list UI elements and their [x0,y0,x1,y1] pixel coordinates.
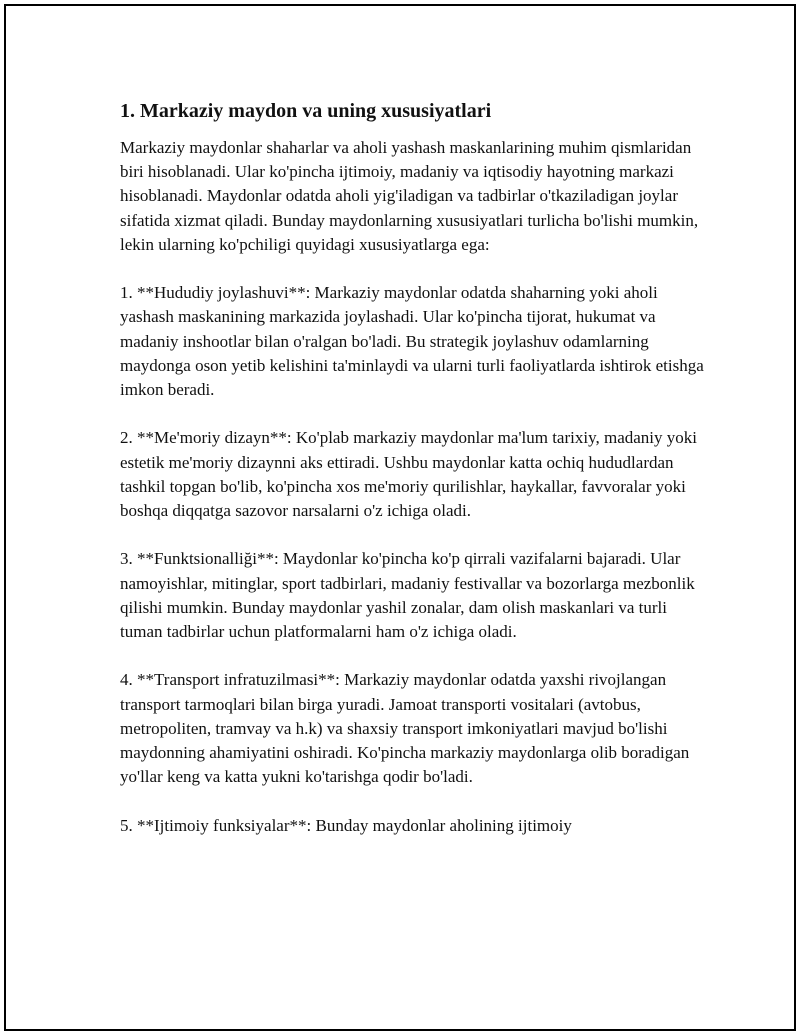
page-frame [4,4,796,1031]
list-item-social-functions: 5. **Ijtimoiy funksiyalar**: Bunday maydonlar aholining ijtimoiy [120,815,572,835]
section-heading: 1. Markaziy maydon va uning xususiyatlari [120,100,492,122]
list-item-architecture: 2. **Me'moriy dizayn**: Ko'plab markaziy maydonlar ma'lum tarixiy, madaniy yoki estetik me'moriy dizaynni aks ettiradi. Ushbu maydonlar katta ochiq hududlardan tashkil topgan bo'lib, ko'pincha xos me'moriy qurilishlar, haykallar, favvoralar yoki boshqa diqqatga sazovor narsalarni o'z ichiga oladi. [120,428,697,521]
intro-paragraph: Markaziy maydonlar shaharlar va aholi yashash maskanlarining muhim qismlaridan biri hisoblanadi. Ular ko'pincha ijtimoiy, madaniy va iqtisodiy hayotning markazi hisoblanadi. Maydonlar odatda aholi yig'iladigan va tadbirlar o'tkaziladigan joylar sifatida xizmat qiladi. Bunday maydonlarning xususiyatlari turlicha bo'lishi mumkin, lekin ularning ko'pchiligi quyidagi xususiyatlarga ega: [120,138,699,254]
list-item-transport: 4. **Transport infratuzilmasi**: Markaziy maydonlar odatda yaxshi rivojlangan transport tarmoqlari bilan birga yuradi. Jamoat transporti vositalari (avtobus, metropoliten, tramvay va h.k) va shaxsiy transport imkoniyatlari mavjud bo'lishi maydonning ahamiyatini oshiradi. Ko'pincha markaziy maydonlarga olib boradigan yo'llar keng va katta yukni ko'tarishga qodir bo'ladi. [120,670,690,787]
list-item-location: 1. **Hududiy joylashuvi**: Markaziy maydonlar odatda shaharning yoki aholi yashash maskanining markazida joylashadi. Ular ko'pincha tijorat, hukumat va madaniy inshootlar bilan o'ralgan bo'ladi. Bu strategik joylashuv odamlarning maydonga oson yetib kelishini ta'minlaydi va ularni turli faoliyatlarda ishtirok etishga imkon beradi. [120,283,704,400]
list-item-functionality: 3. **Funktsionalliği**: Maydonlar ko'pincha ko'p qirrali vazifalarni bajaradi. Ular namoyishlar, mitinglar, sport tadbirlari, madaniy festivallar va bozorlarga mezbonlik qilishi mumkin. Bunday maydonlar yashil zonalar, dam olish maskanlari va turli tuman tadbirlar uchun platformalarni ham o'z ichiga oladi. [120,549,695,642]
document-body [120,98,710,838]
